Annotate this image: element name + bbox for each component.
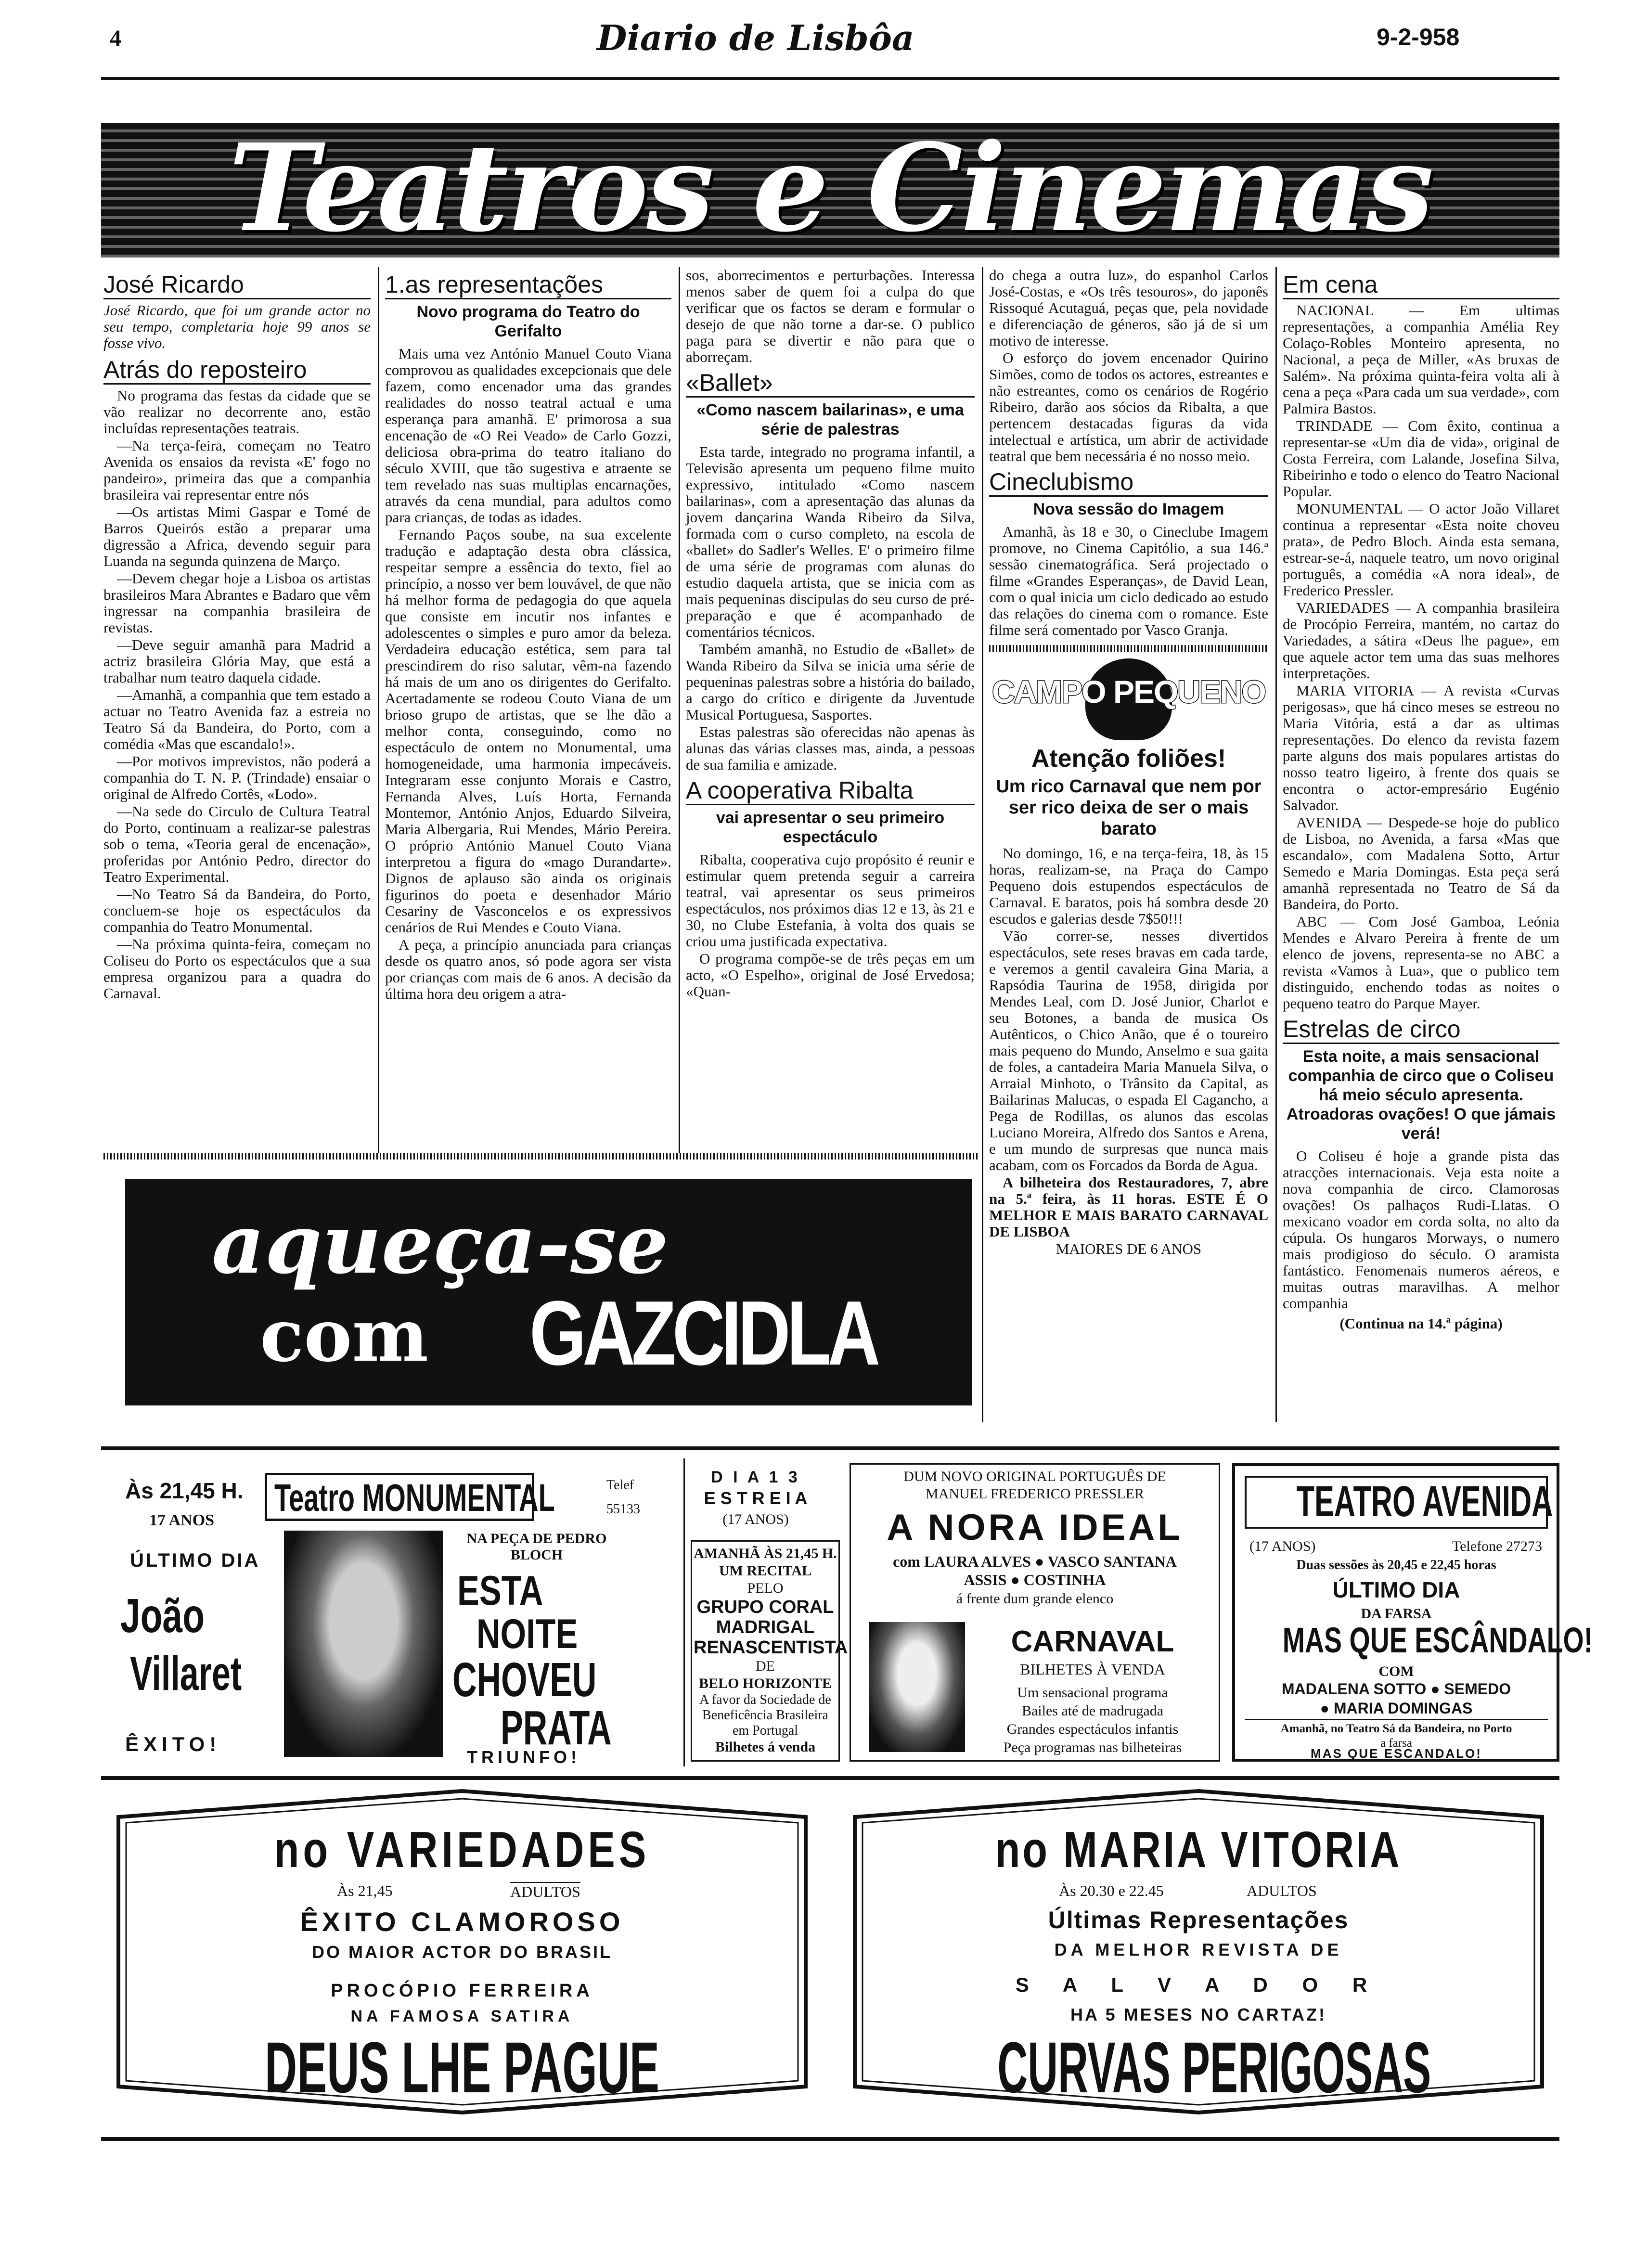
porto-line3: MAS QUE ESCANDALO! — [1311, 1746, 1482, 1761]
paragraph: NACIONAL — Em ultimas representações, a companhia Amélia Rey Colaço-Robles Monteiro apresenta, no Nacional, a peça de Miller, «As bruxas de Salém». Na próxima quinta-feira volta ali à cena a peça «Para cada um sua verdade», com Palmira Bastos. — [1283, 302, 1559, 417]
adultos-label: ADULTOS — [1247, 1882, 1317, 1899]
gaz-line1: aqueça-se — [212, 1196, 669, 1292]
recital-benefit: A favor da Sociedade de Beneficência Brasileira em Portugal — [699, 1692, 831, 1738]
subheading-ribalta: vai apresentar o seu primeiro espectáculo — [716, 809, 945, 846]
paragraph: —Por motivos imprevistos, não poderá a companhia do T. N. P. (Trindade) ensaiar o original de Alfredo Cortês, «Lodo». — [103, 753, 371, 802]
section-rule — [101, 1446, 1559, 1450]
satira-label: NA FAMOSA SATIRA — [350, 2007, 574, 2025]
column-rule — [982, 267, 983, 1422]
recital-label: UM RECITAL — [719, 1563, 811, 1579]
masthead: Diario de Lisbôa — [597, 17, 914, 58]
mariavitoria-ad — [852, 1788, 1545, 2115]
heading-em-cena: Em cena — [1283, 271, 1559, 299]
column-rule — [679, 267, 680, 1153]
column-3 — [686, 267, 975, 1001]
title-line1: ESTA — [457, 1568, 543, 1614]
com-label: COM — [1378, 1663, 1414, 1679]
carnaval-photo — [869, 1622, 965, 1752]
carnaval-line2: Bailes até de madrugada — [1021, 1703, 1164, 1719]
adultos-label: ADULTOS — [510, 1883, 580, 1900]
theatre-name: Teatro MONUMENTAL — [274, 1476, 555, 1519]
paragraph: —Devem chegar hoje a Lisboa os artistas brasileiros Mara Abrantes e Badaro que vêm ingressar na companhia brasileira de revistas. — [103, 570, 371, 636]
show-time: Às 21,45 H. — [125, 1478, 244, 1503]
actor-name: PROCÓPIO FERREIRA — [331, 1981, 593, 2001]
avenida-title: MAS QUE ESCÂNDALO! — [1282, 1620, 1593, 1660]
gazcidla-ad — [125, 1179, 972, 1405]
recital-tickets: Bilhetes á venda — [715, 1739, 816, 1755]
heading-jose-ricardo: José Ricardo — [103, 271, 371, 299]
paragraph: No domingo, 16, e na terça-feira, 18, às 15 horas, realizam-se, na Praça do Campo Pequeno dois estupendos espectáculos de Carnaval. E baratos, pois há sombra desde 20 escudos e galerias desde 7$50!!! — [989, 845, 1268, 927]
porto-line2: a farsa — [1380, 1737, 1412, 1750]
divider — [989, 645, 1268, 652]
paragraph: —No Teatro Sá da Bandeira, do Porto, concluem-se hoje os espectáculos da companhia do Teatro Monumental. — [103, 886, 371, 935]
maior-label: DO MAIOR ACTOR DO BRASIL — [312, 1942, 612, 1962]
page-date: 9-2-958 — [1377, 24, 1460, 51]
paragraph: —Na terça-feira, começam no Teatro Avenida os ensaios da revista «E' fogo no pandeiro», primeira das que a companhia brasileira vai representar entre nós — [103, 437, 371, 503]
paragraph: A bilheteira dos Restauradores, 7, abre na 5.ª feira, às 11 horas. ESTE É O MELHOR E MAIS BARATO CARNAVAL DE LISBOA — [989, 1174, 1268, 1240]
ultimo-dia: ÚLTIMO DIA — [130, 1550, 260, 1571]
column-5 — [1283, 267, 1559, 1332]
exito-label: ÊXITO! — [125, 1733, 221, 1755]
banner-title: Teatros e Cinemas — [228, 123, 1432, 258]
nora-elenco: á frente dum grande elenco — [956, 1591, 1114, 1607]
actor-first: João — [120, 1589, 205, 1643]
paragraph: —Na sede do Circulo de Cultura Teatral do Porto, continuam a realizar-se palestras sob o tema, «Teoria geral de encenação», proferidas por António Pedro, director do Teatro Experimental. — [103, 803, 371, 885]
telef-number: 55133 — [606, 1502, 640, 1517]
paragraph: VARIEDADES — A companhia brasileira de Procópio Ferreira, mantém, no cartaz do Variedades, a sátira «Deus lhe pague», em que aquele actor tem uma das suas melhores interpretações. — [1283, 599, 1559, 682]
carnaval-tickets: BILHETES À VENDA — [1020, 1661, 1165, 1678]
paragraph: Esta tarde, integrado no programa infantil, a Televisão apresenta um pequeno filme muito expressivo, intitulado «Como nascem bailarinas», com a apresentação das alunas da jovem dançarina Wanda Ribeiro da Silva, formada com o curso completo, na escola de «ballet» do Sadler's Welles. E' o primeiro filme de uma série de programas com alunas do estudio daquela artista, que se inicia com as mais pequeninas discipulas do seu curso de pré-preparação e que é acompanhado de comentários técnicos. — [686, 443, 975, 640]
nora-cast: com LAURA ALVES ● VASCO SANTANA ASSIS ● COSTINHA — [893, 1553, 1177, 1588]
estreia-label: E S T R E I A — [704, 1488, 808, 1508]
ad-subheading: Um rico Carnaval que nem por ser rico deixa de ser o mais barato — [996, 776, 1262, 839]
title-line2: NOITE — [476, 1611, 578, 1657]
recital-group: GRUPO CORAL MADRIGAL RENASCENTISTA — [694, 1597, 848, 1658]
recital-time: AMANHÃ ÀS 21,45 H. — [694, 1546, 837, 1561]
section-banner — [101, 123, 1559, 258]
heading-representacoes: 1.as representações — [385, 271, 671, 299]
recital-pelo: PELO — [747, 1580, 784, 1596]
subheading-gerifalto: Novo programa do Teatro do Gerifalto — [416, 303, 640, 340]
carnaval-line1: Um sensacional programa — [1017, 1685, 1168, 1701]
paragraph: MARIA VITORIA — A revista «Curvas perigosas», que há cinco meses se estreou no Maria Vitória, está a dar as ultimas representações. Do elenco da revista fazem parte alguns dos mais populares artistas do nosso teatro ligeiro, à frente dos quais se encontra o actor-empresário Eugénio Salvador. — [1283, 682, 1559, 813]
paragraph: ABC — Com José Gamboa, Leónia Mendes e Alvaro Pereira à frente de um elenco de jovens, representa-se no ABC a revista «Vamos à Lua», que o publico tem distinguido, enchendo todas as noites o pequeno teatro do Parque Mayer. — [1283, 913, 1559, 1012]
farsa-label: DA FARSA — [1361, 1606, 1432, 1622]
paragraph: No programa das festas da cidade que se vão realizar no decorrente ano, estão incluídas representações teatrais. — [103, 387, 371, 437]
paragraph: sos, aborrecimentos e perturbações. Interessa menos saber de quem foi a culpa do que verificar que os factos se deram e formular o desejo de que não torne a dar-se. O publico paga para se divertir e não para que o aborreçam. — [686, 267, 975, 365]
heading-ballet: «Ballet» — [686, 369, 975, 398]
subheading-imagem: Nova sessão do Imagem — [1033, 500, 1224, 518]
avenida-ad — [1232, 1463, 1593, 1762]
paragraph: —Na próxima quinta-feira, começam no Coliseu do Porto os espectáculos que a sua empresa organizou para a quadra do Carnaval. — [103, 936, 371, 1002]
avenida-cast1: MADALENA SOTTO ● SEMEDO — [1281, 1680, 1511, 1698]
paragraph: Mais uma vez António Manuel Couto Viana comprovou as qualidades excepcionais que dele fazem, como encenador uma das grandes realidades do nosso teatral actual e uma esperança para amanhã. E' primorosa a sua encenação de «O Rei Veado» de Carlo Gozzi, deliciosa obra-prima do teatro italiano do século XVIII, que tão sugestiva e atraente se tem revelado nas suas multiplas encarnações, através da cena mundial, para adultos como para crianças, de todas as idades. — [385, 345, 671, 526]
age-rating: (17 ANOS) — [1249, 1538, 1316, 1554]
avenida-cast2: ● MARIA DOMINGAS — [1320, 1700, 1473, 1717]
ad-footer: MAIORES DE 6 ANOS — [1056, 1240, 1202, 1257]
salvador-label: S A L V A D O R — [1015, 1973, 1382, 1996]
paragraph: —Amanhã, a companhia que tem estado a actuar no Teatro Avenida faz a estreia no Teatro Sá da Bandeira, do Porto, com a comédia «Mas que escandalo!». — [103, 686, 371, 752]
avenida-name: TEATRO AVENIDA — [1296, 1478, 1553, 1526]
gazcidla-brand: GAZCIDLA — [529, 1282, 877, 1384]
actor-photo — [284, 1531, 443, 1757]
age-rating: (17 ANOS) — [722, 1511, 789, 1527]
campo-pequeno-logo — [989, 658, 1268, 740]
page-number: 4 — [110, 26, 121, 51]
column-rule — [1275, 267, 1277, 1422]
paragraph: —Deve seguir amanhã para Madrid a actriz brasileira Glória May, que está a trabalhar num teatro daquela cidade. — [103, 636, 371, 686]
column-4 — [989, 267, 1268, 1257]
column-rule — [378, 267, 379, 1153]
meses-label: HA 5 MESES NO CARTAZ! — [1070, 2005, 1326, 2024]
paragraph: MONUMENTAL — O actor João Villaret continua a representar «Esta noite choveu prata», de Pedro Bloch. Ainda esta semana, estrear-se-á, naquele teatro, um novo original português, a comédia «A nora ideal», de Frederico Pressler. — [1283, 500, 1559, 599]
peca-label: NA PEÇA DE PEDRO BLOCH — [466, 1531, 607, 1563]
paragraph: do chega a outra luz», do espanhol Carlos José-Costas, e «Os três tesouros», do japonês Rissoqué Acutaguá, peças que, pela novidade e diferenciação de géneros, são já de si um motivo de interesse. — [989, 267, 1268, 349]
subheading-bailarinas: «Como nascem bailarinas», e uma série de palestras — [696, 401, 964, 438]
paragraph: O programa compõe-se de três peças em um acto, «O Espelho», original de José Ervedosa; «Quan- — [686, 950, 975, 1000]
heading-ribalta: A cooperativa Ribalta — [686, 777, 975, 805]
section-rule — [101, 1776, 1559, 1780]
recital-de: DE — [756, 1658, 775, 1674]
column-1 — [103, 267, 371, 1003]
porto-line1: Amanhã, no Teatro Sá da Bandeira, no Porto — [1280, 1722, 1512, 1735]
header-rule — [101, 77, 1559, 80]
heading-cineclubismo: Cineclubismo — [989, 468, 1268, 497]
campo-pequeno-name: CAMPO PEQUENO — [991, 674, 1266, 709]
dia-label: D I A 1 3 — [711, 1468, 800, 1486]
ad-heading: Atenção foliões! — [1031, 745, 1226, 773]
variedades-ad — [116, 1788, 809, 2115]
heading-estrelas-de-circo: Estrelas de circo — [1283, 1016, 1559, 1044]
title-line3: CHOVEU — [452, 1653, 597, 1707]
title-line4: PRATA — [501, 1701, 612, 1755]
actor-last: Villaret — [130, 1647, 242, 1701]
avenida-phone: Telefone 27273 — [1452, 1538, 1542, 1554]
paragraph: Amanhã, às 18 e 30, o Cineclube Imagem promove, no Cinema Capitólio, a sua 146.ª sessão cinematográfica. Será projectado o filme «Grandes Esperanças», de David Lean, com o qual inicia um ciclo dedicado ao estudo das relações do cinema com o romance. Este filme será comentado por Vasco Granja. — [989, 523, 1268, 638]
paragraph: Também amanhã, no Estudio de «Ballet» de Wanda Ribeiro da Silva se inicia uma série de pequeninas palestras sobre a história do bailado, a cargo do crítico e dirigente da Juventude Musical Portuguesa, Sasportes. — [686, 641, 975, 723]
carnaval-line3: Grandes espectáculos infantis — [1006, 1721, 1179, 1737]
paragraph: Estas palestras são oferecidas não apenas às alunas das várias classes mas, ainda, a pessoas de sua familia e amizade. — [686, 723, 975, 773]
divider — [1245, 1719, 1548, 1720]
exito-label: ÊXITO CLAMOROSO — [300, 1907, 624, 1937]
nora-title: A NORA IDEAL — [887, 1507, 1183, 1548]
recital-city: BELO HORIZONTE — [699, 1675, 832, 1691]
subheading-circo: Esta noite, a mais sensacional companhia de circo que o Coliseu há meio século apresenta. Atroadoras ovações! O que jámais verá! — [1286, 1047, 1556, 1143]
paragraph: AVENIDA — Despede-se hoje do publico de Lisboa, no Avenida, a farsa «Mas que escandalo», com Madalena Sotto, Artur Semedo e Maria Domingas. Esta peça será amanhã representada no Teatro de Sá da Bandeira, do Porto. — [1283, 814, 1559, 913]
mariavitoria-name: no MARIA VITORIA — [995, 1821, 1402, 1878]
middle-ad — [686, 1458, 1225, 1766]
paragraph: A peça, a princípio anunciada para crianças desde os quatro anos, só pode agora ser vista por crianças com mais de 6 anos. A decisão da última hora deu origem a atra- — [385, 936, 671, 1002]
triunfo-label: TRIUNFO! — [467, 1747, 580, 1767]
melhor-label: DA MELHOR REVISTA DE — [1054, 1940, 1343, 1959]
paragraph: O Coliseu é hoje a grande pista das atracções internacionais. Veja esta noite a nova companhia de circo. Clamorosas ovações! Os palhaços Rudi-Llatas. O mexicano voador em corda solta, no alto da cúpula. Os hungaros Morways, o numero mais prodigioso do século. O aramista fantástico. Fenomenais numeros aéreos, e muitas outras maravilhas. A melhor companhia — [1283, 1147, 1559, 1312]
age-rating: 17 ANOS — [149, 1511, 215, 1529]
paragraph: Vão correr-se, nesses divertidos espectáculos, sete reses bravas em cada tarde, e veremos a gentil cavaleira Gina Maria, a Rapsódia Taurina de 1958, dirigida por Mendes Leal, com D. José Junior, Charlot e seu Botones, a banda de musica Os Autênticos, o Chico Anão, que é o toureiro mais pequeno do Mundo, Anselmo e sua gaita de foles, a cantadeira Maria Manuela Silva, o Arraial Minhoto, o Trânsito da Capital, as Bailarinas Malucas, o espada El Cagancho, a Pega de Rodillas, os alunos das escolas Luciano Moreira, Alfredo dos Santos e Arena, e um mundo de surpresas que nunca mais acabam, com os Forcados da Borda de Agua. — [989, 928, 1268, 1173]
variedades-name: no VARIEDADES — [274, 1821, 650, 1878]
monumental-ad — [101, 1458, 698, 1766]
divider — [103, 1153, 979, 1160]
bottom-rule — [101, 2137, 1559, 2141]
ultimas-label: Últimas Representações — [1048, 1907, 1349, 1933]
paragraph: O esforço do jovem encenador Quirino Simões, como de todos os actores, estreantes e não estreantes, como os cenários de Rogério Ribeiro, darão aos sócios da Ribalta, a que pertencem destacadas figuras da vida intelectual e artística, um abrir de actividade teatral que bem necessária é no nosso meio. — [989, 349, 1268, 464]
jose-ricardo-text: José Ricardo, que foi um grande actor no seu tempo, completaria hoje 99 anos se fosse vivo. — [103, 302, 371, 351]
carnaval-line4: Peça programas nas bilheteiras — [1003, 1740, 1182, 1755]
paragraph: —Os artistas Mimi Gaspar e Tomé de Barros Queirós estão a preparar uma digressão a Africa, devendo seguir para Luanda na segunda quinzena de Março. — [103, 503, 371, 569]
column-2 — [385, 267, 671, 1003]
avenida-sessions: Duas sessões às 20,45 e 22,45 horas — [1296, 1558, 1496, 1572]
paragraph: TRINDADE — Com êxito, continua a representar-se «Um dia de vida», original de Costa Ferreira, com Lalande, Josefina Silva, Ribeirinho e todo o elenco do Teatro Nacional Popular. — [1283, 417, 1559, 500]
heading-atras-do-reposteiro: Atrás do reposteiro — [103, 356, 371, 385]
gaz-line2: com — [260, 1293, 429, 1378]
continued-note: (Continua na 14.ª página) — [1339, 1315, 1503, 1332]
original-label: DUM NOVO ORIGINAL PORTUGUÊS DE MANUEL FREDERICO PRESSLER — [903, 1469, 1166, 1502]
paragraph: Ribalta, cooperativa cujo propósito é reunir e estimular quem pretenda seguir a carreira teatral, vai apresentar os seus primeiros espectáculos, nos próximos dias 12 e 13, às 21 e 30, no Clube Estefania, à volta dos quais se criou uma justificada expectativa. — [686, 851, 975, 950]
variedades-title: DEUS LHE PAGUE — [265, 2027, 659, 2108]
show-time: Às 20.30 e 22.45 — [1059, 1882, 1164, 1899]
paragraph: Fernando Paços soube, na sua excelente tradução e adaptação desta obra clássica, respeitar sempre a essência do texto, fiel ao princípio, a nosso ver bem louvável, de que não há melhor forma de pedagogia do que aquela que consiste em incutir nos infantes e adolescentes o simples e puro amor da beleza. Verdadeira educação estética, sem para tal prescindirem do riso salutar, vêm-na fazendo há mais de um ano os dirigentes do Gerifalto. Acertadamente se rodeou Couto Viana de um brioso grupo de artistas, que se lhe dão a melhor conta, conseguindo, como no espectáculo de ontem no Monumental, uma homogeneidade, uma harmonia impecáveis. Integraram esse conjunto Morais e Castro, Fernanda Alves, Luís Horta, Fernanda Montemor, António Anjos, Eduardo Silveira, Maria Albergaria, Rui Mendes, Mário Pereira. O próprio António Manuel Couto Viana interpretou a figura do «mago Durandarte». Dignos de aplauso são ainda os originais figurinos do poeta e desenhador Mário Cesariny de Vasconcelos e os expressivos cenários de Rui Mendes e Couto Viana. — [385, 526, 671, 936]
show-time: Às 21,45 — [337, 1882, 393, 1899]
recital-block — [694, 1545, 848, 1756]
telef-label: Telef — [606, 1478, 634, 1493]
ad-divider — [683, 1458, 685, 1766]
ultimo-dia: ÚLTIMO DIA — [1332, 1577, 1460, 1602]
mariavitoria-title: CURVAS PERIGOSAS — [997, 2027, 1431, 2108]
carnaval-title: CARNAVAL — [1011, 1625, 1174, 1658]
